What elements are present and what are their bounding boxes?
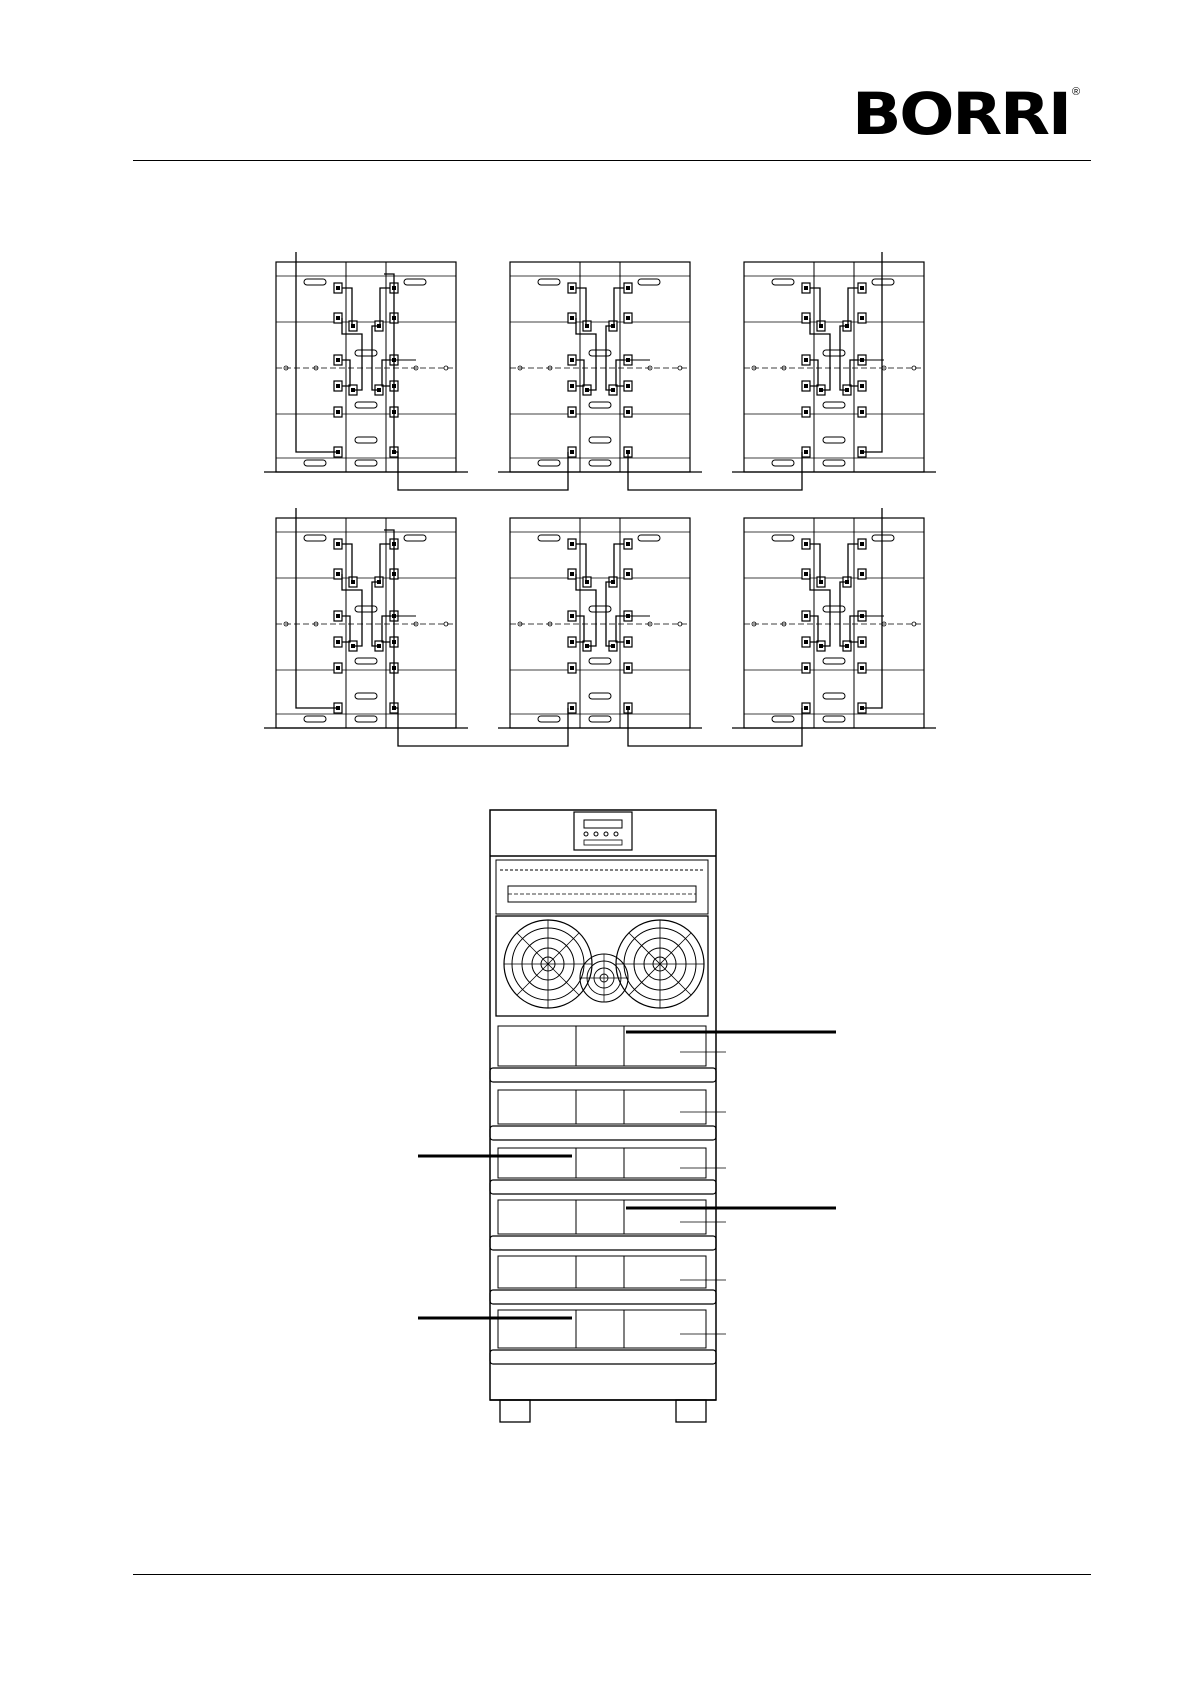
ups-cabinet	[418, 810, 836, 1422]
wiring-row-2	[264, 508, 936, 746]
battery-shelves	[490, 1026, 716, 1364]
logo-text: BORRI	[852, 80, 1070, 148]
battery-cabinet-4	[264, 518, 468, 728]
battery-cabinet-6	[732, 518, 936, 728]
registered-mark: ®	[1072, 86, 1081, 98]
wiring-row-1	[264, 252, 936, 490]
battery-cabinet-1	[264, 262, 468, 472]
battery-cabinet-5	[498, 518, 702, 728]
battery-cabinet-3	[732, 262, 936, 472]
battery-cabinet-2	[498, 262, 702, 472]
